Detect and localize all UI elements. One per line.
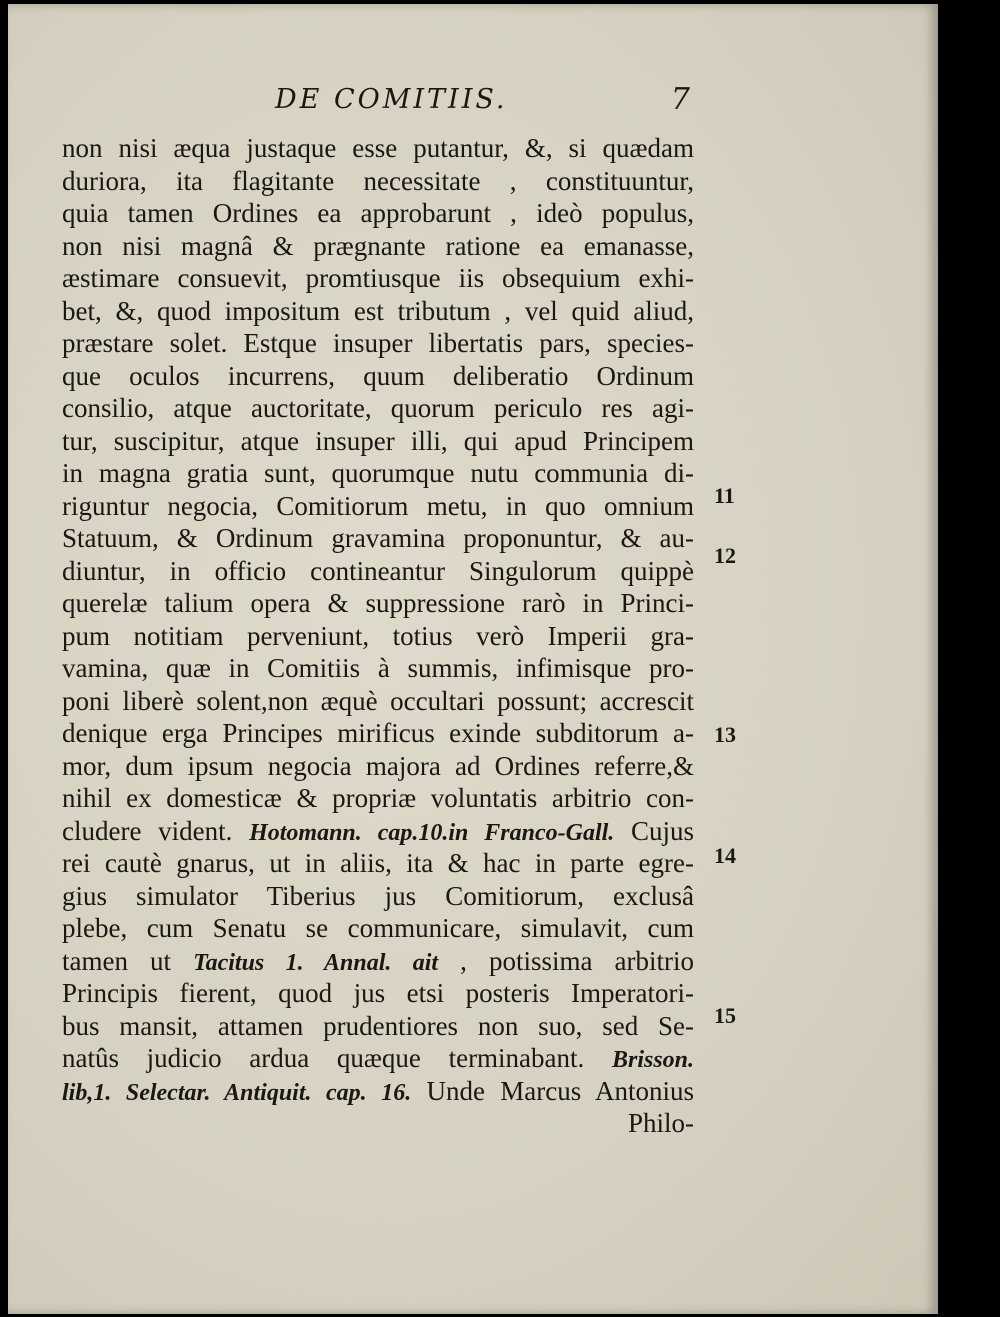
text-line: duriora, ita flagitante necessitate , constituuntur, (62, 165, 694, 196)
text-line: quia tamen Ordines ea approbarunt , ideò populus, (62, 198, 694, 228)
text-line: denique erga Principes mirificus exinde subditorum a- (62, 718, 694, 748)
text-line: poni liberè solent,non æquè occultari possunt; accrescit (62, 685, 694, 716)
page-number: 7 (670, 82, 690, 117)
scan-border (938, 0, 1000, 1317)
text-line: nihil ex domesticæ & propriæ voluntatis arbitrio con- (62, 783, 694, 813)
text-line: plebe, cum Senatu se communicare, simulavit, cum (62, 913, 694, 943)
citation-tacitus: Tacitus 1. Annal. ait (193, 949, 439, 976)
text-line: æstimare consuevit, promtiusque iis obsequium exhi- (62, 263, 694, 293)
text-line: rei cautè gnarus, ut in aliis, ita & hac in parte egre- (62, 848, 694, 878)
text-line: pum notitiam perveniunt, totius verò Imperii gra- (62, 620, 694, 651)
line-text: natûs judicio ardua quæque terminabant. (62, 1043, 585, 1073)
text-line: tur, suscipitur, atque insuper illi, qui apud Principem (62, 425, 694, 456)
text-line: bus mansit, attamen prudentiores non suo, sed Se- (62, 1010, 694, 1041)
line-text: tamen ut (62, 945, 172, 976)
text-line: vamina, quæ in Comitiis à summis, infimisque pro- (62, 653, 694, 683)
text-line-with-citation (62, 945, 694, 978)
text-line-with-citation (62, 1042, 694, 1075)
line-text: , potissima arbitrio (460, 945, 694, 976)
body-text (62, 132, 694, 1140)
text-line: diuntur, in officio contineantur Singulorum quippè (62, 555, 694, 586)
margin-number: 14 (714, 843, 736, 868)
text-line: gius simulator Tiberius jus Comitiorum, exclusâ (62, 880, 694, 911)
text-line: mor, dum ipsum negocia majora ad Ordines referre,& (62, 750, 694, 781)
running-title: DE COMITIIS. (275, 84, 508, 115)
page-header (60, 82, 700, 122)
citation-hotomann: Hotomann. cap.10.in Franco-Gall. (249, 819, 615, 846)
text-line: Principis fierent, quod jus etsi posteris Imperatori- (62, 978, 694, 1008)
line-text: Cujus (631, 815, 695, 846)
text-line-with-citation (62, 1075, 694, 1108)
text-line: non nisi æqua justaque esse putantur, &, si quædam (62, 133, 694, 163)
margin-number: 15 (714, 1003, 736, 1028)
text-line-with-citation (62, 815, 694, 848)
text-line: non nisi magnâ & prægnante ratione ea emanasse, (62, 230, 694, 261)
text-line: consilio, atque auctoritate, quorum periculo res agi- (62, 393, 694, 423)
text-line: in magna gratia sunt, quorumque nutu communia di- (62, 458, 694, 488)
text-line: que oculos incurrens, quum deliberatio Ordinum (62, 360, 694, 391)
text-line: querelæ talium opera & suppressione rarò in Princi- (62, 588, 694, 618)
citation-selectar: lib,1. Selectar. Antiquit. cap. 16. (62, 1079, 412, 1106)
line-text: Unde Marcus Antonius (426, 1075, 694, 1106)
text-line: Statuum, & Ordinum gravamina proponuntur, & au- (62, 523, 694, 553)
catchword: Philo- (627, 1108, 694, 1138)
margin-number: 12 (714, 543, 736, 568)
text-line: præstare solet. Estque insuper libertatis pars, species- (62, 328, 694, 358)
text-line: bet, &, quod impositum est tributum , vel quid aliud, (62, 295, 694, 326)
margin-number: 11 (714, 483, 735, 508)
citation-brisson: Brisson. (611, 1047, 695, 1073)
line-text: cludere vident. (62, 815, 233, 846)
margin-number: 13 (714, 722, 736, 747)
text-line: riguntur negocia, Comitiorum metu, in quo omnium (62, 490, 694, 521)
